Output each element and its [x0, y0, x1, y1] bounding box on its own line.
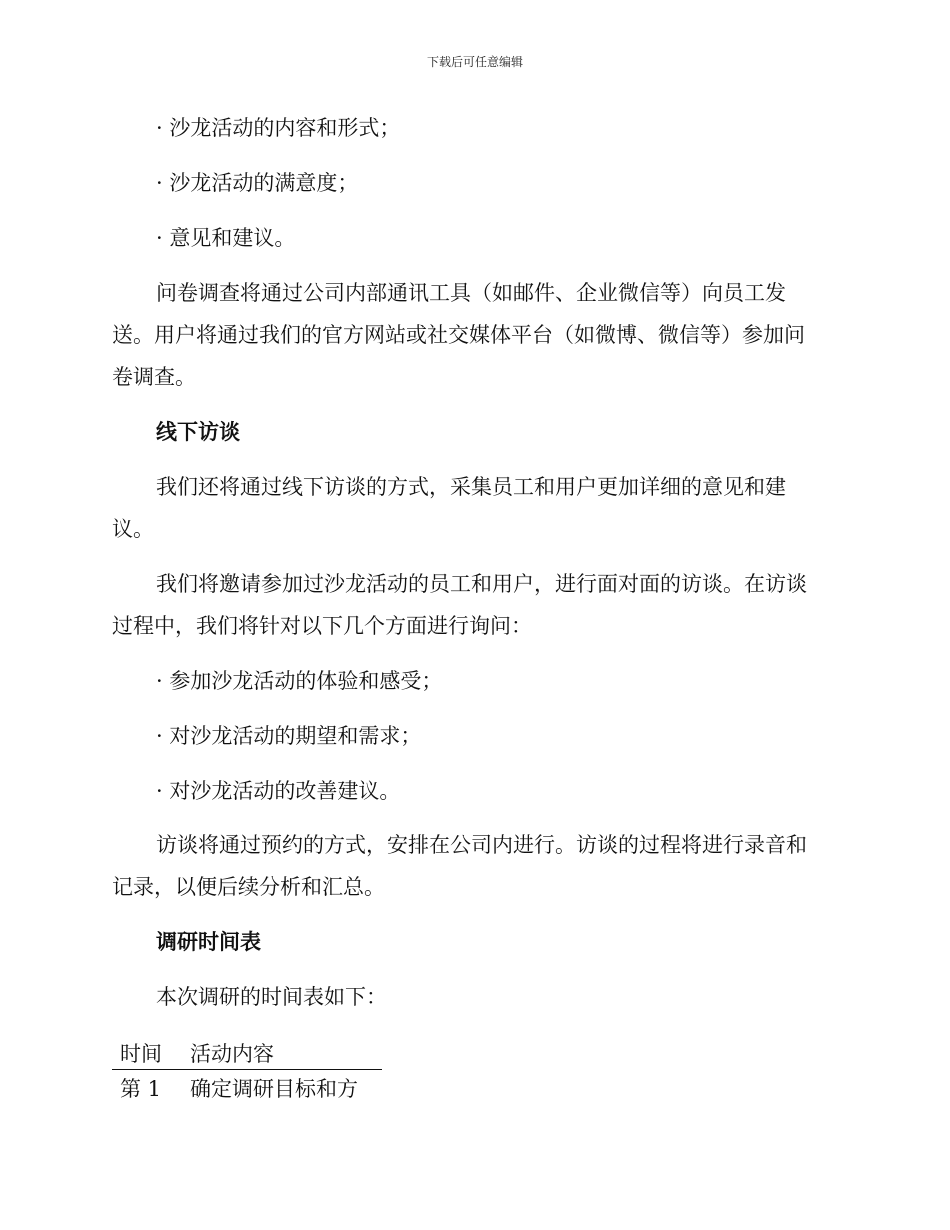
paragraph-line: 卷调查。	[112, 365, 196, 389]
bullet-item: · 对沙龙活动的期望和需求；	[156, 724, 422, 748]
page-header: 下载后可任意编辑	[426, 55, 523, 69]
table-header-cell: 活动内容	[190, 1042, 274, 1066]
bullet-item: · 沙龙活动的内容和形式；	[156, 116, 401, 140]
table-cell: 确定调研目标和方	[190, 1077, 358, 1101]
paragraph-line: 过程中，我们将针对以下几个方面进行询问：	[112, 614, 532, 638]
paragraph-line: 我们还将通过线下访谈的方式，采集员工和用户更加详细的意见和建	[156, 475, 786, 499]
table-header-row	[112, 1040, 382, 1070]
section-heading: 调研时间表	[156, 929, 261, 954]
table-row	[112, 1070, 382, 1103]
bullet-item: · 沙龙活动的满意度；	[156, 171, 359, 195]
bullet-item: · 对沙龙活动的改善建议。	[156, 779, 401, 803]
paragraph-line: 我们将邀请参加过沙龙活动的员工和用户，进行面对面的访谈。在访谈	[156, 572, 807, 596]
paragraph-line: 问卷调查将通过公司内部通讯工具（如邮件、企业微信等）向员工发	[156, 281, 786, 305]
bullet-item: · 意见和建议。	[156, 226, 296, 250]
paragraph-line: 送。用户将通过我们的官方网站或社交媒体平台（如微博、微信等）参加问	[112, 323, 805, 347]
paragraph-line: 本次调研的时间表如下：	[156, 985, 387, 1009]
paragraph-line: 访谈将通过预约的方式，安排在公司内进行。访谈的过程将进行录音和	[156, 833, 807, 857]
bullet-item: · 参加沙龙活动的体验和感受；	[156, 669, 443, 693]
table-cell: 第 1	[120, 1077, 162, 1101]
section-heading: 线下访谈	[156, 419, 240, 444]
table-header-cell: 时间	[120, 1042, 162, 1066]
paragraph-line: 议。	[112, 517, 154, 541]
schedule-table	[112, 1040, 382, 1103]
paragraph-line: 记录，以便后续分析和汇总。	[112, 875, 385, 899]
